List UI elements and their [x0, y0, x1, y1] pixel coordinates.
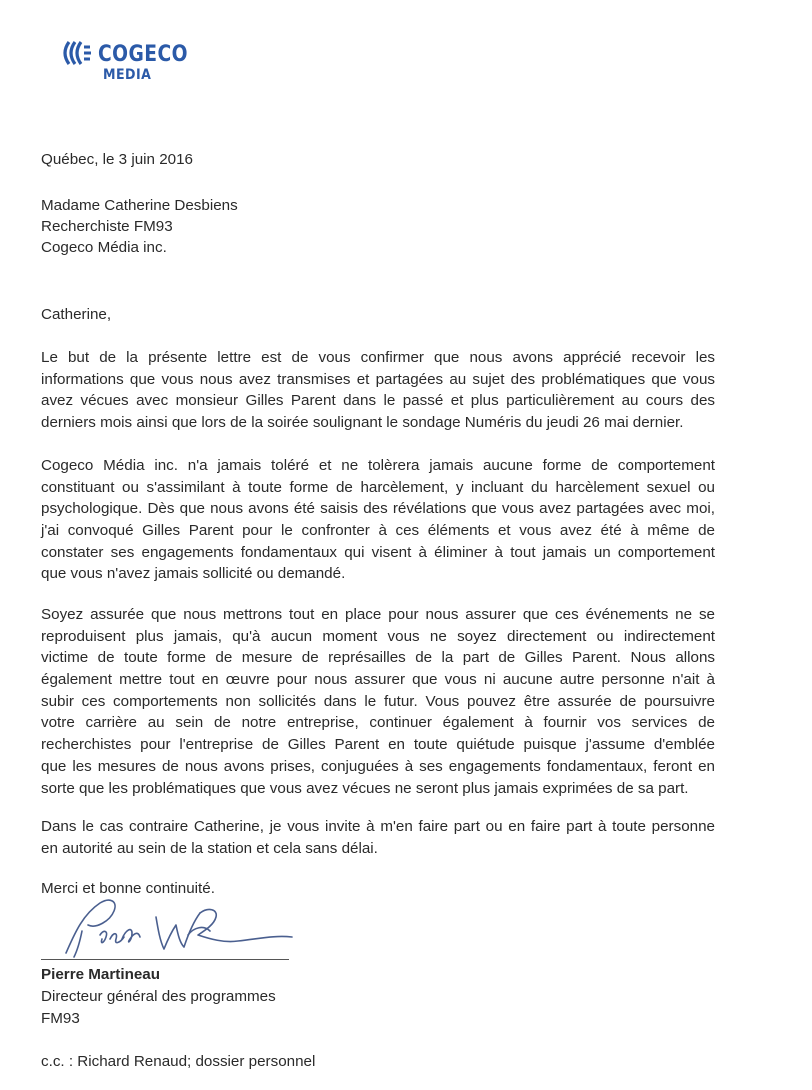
paragraph-2 — [41, 455, 715, 585]
paragraph-line: avez vécues avec monsieur Gilles Parent dans le passé et plus particulièrement au cours des — [41, 392, 715, 410]
recipient-title: Recherchiste FM93 — [41, 218, 173, 235]
paragraph-1 — [41, 347, 715, 434]
paragraph-line: Le but de la présente lettre est de vous confirmer que nous avons apprécié recevoir les — [41, 349, 715, 366]
paragraph-line: Cogeco Média inc. n'a jamais toléré et ne tolèrera jamais aucune forme de comportement — [41, 457, 715, 474]
paragraph-line: également mettre tout en œuvre pour nous assurer que vous ni aucune autre personne n'ait à — [41, 671, 715, 689]
paragraph-line: constater ses engagements fondamentaux qui visent à éliminer à tout jamais un comportement — [41, 543, 715, 561]
paragraph-line: derniers mois ainsi que lors de la soirée soulignant le sondage Numéris du jeudi 26 mai dernier. — [41, 414, 684, 432]
signature-line — [41, 959, 289, 960]
recipient-name: Madame Catherine Desbiens — [41, 197, 238, 214]
paragraph-line: que vous n'avez jamais sollicité ou demandé. — [41, 565, 346, 583]
paragraph-line: Soyez assurée que nous mettrons tout en place pour nous assurer que ces événements ne se — [41, 606, 715, 623]
paragraph-line: sorte que les problématiques que vous avez vécues ne seront plus jamais exprimées de sa part. — [41, 779, 689, 797]
paragraph-line: subir ces comportements non sollicités dans le futur. Vous pouvez être assurée de poursuivre — [41, 692, 715, 710]
closing: Merci et bonne continuité. — [41, 880, 215, 897]
recipient-company: Cogeco Média inc. — [41, 239, 167, 256]
signatory-title: Directeur général des programmes — [41, 988, 276, 1005]
paragraph-line: informations que vous nous avez transmises et partagées au sujet des problématiques que vous — [41, 370, 715, 388]
cc-line: c.c. : Richard Renaud; dossier personnel — [41, 1053, 316, 1070]
paragraph-line: constituant ou s'assimilant à toute forme de harcèlement, y incluant du harcèlement sexuel ou — [41, 478, 715, 496]
paragraph-line: Dans le cas contraire Catherine, je vous invite à m'en faire part ou en faire part à toute personne — [41, 818, 715, 835]
paragraph-line: en autorité au sein de la station et cela sans délai. — [41, 839, 378, 857]
paragraph-line: que les mesures de nous avons prises, conjuguées à ses engagements fondamentaux, feront en — [41, 757, 715, 775]
paragraph-line: victime de toute forme de mesure de représailles de la part de Gilles Parent. Nous allons — [41, 649, 715, 667]
letter-date: Québec, le 3 juin 2016 — [41, 151, 193, 168]
paragraph-3 — [41, 604, 715, 799]
paragraph-line: psychologique. Dès que nous avons été saisis des révélations que vous avez partagées avec moi, — [41, 500, 715, 518]
paragraph-line: recherchistes pour l'entreprise de Gilles Parent en toute quiétude puisque j'assume d'emblée — [41, 736, 715, 754]
logo-sub: MEDIA — [103, 67, 152, 83]
cogeco-waves-icon — [60, 40, 100, 66]
paragraph-line: reproduisent plus jamais, qu'à aucun moment vous ne soyez directement ou indirectement — [41, 627, 715, 645]
signatory-org: FM93 — [41, 1010, 80, 1027]
cogeco-media-logo — [60, 40, 200, 88]
handwritten-signature — [60, 895, 300, 965]
salutation: Catherine, — [41, 306, 112, 323]
paragraph-4 — [41, 816, 715, 859]
paragraph-line: votre carrière au sein de notre entreprise, continuer également à fournir vos services de — [41, 714, 715, 732]
signatory-name: Pierre Martineau — [41, 966, 161, 983]
paragraph-line: j'ai convoqué Gilles Parent pour le confronter à ces éléments et vous avez été à même de — [41, 522, 715, 540]
logo-brand: COGECO — [98, 42, 188, 67]
